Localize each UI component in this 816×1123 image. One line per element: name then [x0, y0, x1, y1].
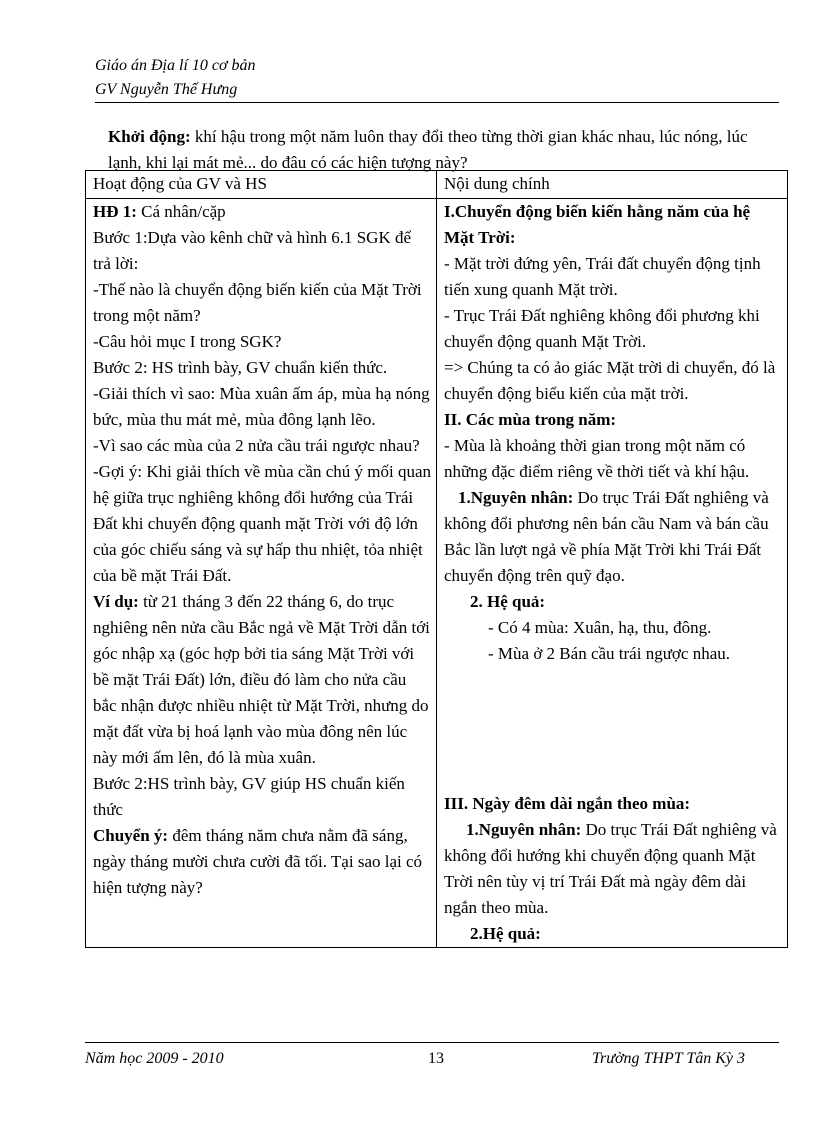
section-3-result-label: 2.Hệ quả: [470, 924, 541, 943]
header-teacher: GV Nguyễn Thế Hưng [95, 81, 238, 98]
content-cell [437, 199, 788, 948]
footer-year: Năm học 2009 - 2010 [85, 1050, 224, 1067]
activity-example [93, 589, 432, 771]
activities-cell [86, 199, 437, 948]
section-2-cause [444, 485, 783, 589]
section-3-title: III. Ngày đêm dài ngắn theo mùa: [444, 794, 691, 813]
activity-step1: Bước 1:Dựa vào kênh chữ và hình 6.1 SGK để trả lời: [93, 228, 412, 273]
activity-question-3: -Giải thích vì sao: Mùa xuân ấm áp, mùa hạ nóng bức, mùa thu mát mẻ, mùa đông lạnh lẽo. [93, 384, 430, 429]
header-divider [95, 102, 779, 103]
activity-question-4: -Vì sao các mùa của 2 nửa cầu trái ngược nhau? [93, 436, 420, 455]
activity-question-1: -Thế nào là chuyển động biến kiến của Mặt Trời trong một năm? [93, 280, 422, 325]
section-2-title: II. Các mùa trong năm: [444, 410, 617, 429]
section-2-result-2: - Mùa ở 2 Bán cầu trái ngược nhau. [488, 644, 730, 663]
hd1-label: HĐ 1: [93, 202, 137, 221]
section-2-definition: - Mùa là khoảng thời gian trong một năm có những đặc điểm riêng về thời tiết và khí hậu. [444, 436, 750, 481]
section-1-conclusion: => Chúng ta có ảo giác Mặt trời di chuyển, đó là chuyển động biểu kiến của mặt trời. [444, 358, 776, 403]
intro-paragraph [108, 124, 780, 176]
section-3-cause-label: 1.Nguyên nhân: [466, 820, 582, 839]
footer-divider [85, 1042, 779, 1043]
transition-text: đêm tháng năm chưa nằm đã sáng, ngày tháng mười chưa cười đã tối. Tại sao lại có hiện tượng này? [93, 826, 423, 897]
intro-label: Khởi động: [108, 127, 191, 146]
transition-label: Chuyển ý: [93, 826, 169, 845]
activity-hint: -Gợi ý: Khi giải thích về mùa cần chú ý mối quan hệ giữa trục nghiêng không đổi hướng của Trái Đất khi chuyển động quanh mặt Trời với độ lớn của góc chiếu sáng và sự hấp thu nhiệt, tỏa nhiệt của bề mặt Trái Đất. [93, 462, 432, 585]
header-title: Giáo án Địa lí 10 cơ bản [95, 57, 256, 74]
section-2-result-1: - Có 4 mùa: Xuân, hạ, thu, đông. [488, 618, 712, 637]
example-text: từ 21 tháng 3 đến 22 tháng 6, do trục nghiêng nên nửa cầu Bắc ngả về Mặt Trời dẫn tới góc nhập xạ (góc hợp bởi tia sáng Mặt Trời với bề mặt Trái Đất) lớn, điều đó làm cho nửa cầu bắc nhận được nhiều nhiệt từ Mặt Trời, nhưng do mặt đất vừa bị hoá lạnh vào mùa đông nên lúc này mới ấm lên, đó là mùa xuân. [93, 592, 430, 767]
section-1-point-1: - Mặt trời đứng yên, Trái đất chuyển động tịnh tiến xung quanh Mặt trời. [444, 254, 761, 299]
section-1-title: I.Chuyển động biến kiến hằng năm của hệ Mặt Trời: [444, 202, 751, 247]
col-header-content: Nội dung chính [437, 171, 788, 199]
lesson-table [85, 170, 788, 948]
section-3-cause-text: Do trục Trái Đất nghiêng và không đổi hướng khi chuyển động quanh Mặt Trời nên tùy vị trí Trái Đất mà ngày đêm dài ngắn theo mùa. [444, 820, 777, 917]
activity-question-2: -Câu hỏi mục I trong SGK? [93, 332, 282, 351]
intro-text: khí hậu trong một năm luôn thay đổi theo từng thời gian khác nhau, lúc nóng, lúc lạnh, khi lại mát mẻ... do đâu có các hiện tượng này? [108, 127, 748, 172]
footer-page-number: 13 [428, 1050, 444, 1067]
section-2-result-label: 2. Hệ quả: [470, 592, 546, 611]
activity-step2: Bước 2: HS trình bày, GV chuẩn kiến thức. [93, 358, 388, 377]
col-header-activities: Hoạt động của GV và HS [86, 171, 437, 199]
table-body-row [86, 199, 788, 948]
section-3-cause [444, 817, 783, 921]
section-2-cause-label: 1.Nguyên nhân: [458, 488, 574, 507]
section-2-cause-text: Do trục Trái Đất nghiêng và không đổi phương nên bán cầu Nam và bán cầu Bắc lần lượt ngả về phía Mặt Trời khi Trái Đất chuyển động trên quỹ đạo. [444, 488, 769, 585]
hd1-text: Cá nhân/cặp [136, 202, 226, 221]
activity-step2b: Bước 2:HS trình bày, GV giúp HS chuẩn kiến thức [93, 774, 405, 819]
content-spacer [444, 667, 783, 791]
example-label: Ví dụ: [93, 592, 139, 611]
activity-transition [93, 823, 432, 901]
section-1-point-2: - Trục Trái Đất nghiêng không đổi phương khi chuyển động quanh Mặt Trời. [444, 306, 760, 351]
activity-hd1 [93, 199, 432, 225]
footer-school: Trường THPT Tân Kỳ 3 [592, 1050, 746, 1067]
table-header-row [86, 171, 788, 199]
